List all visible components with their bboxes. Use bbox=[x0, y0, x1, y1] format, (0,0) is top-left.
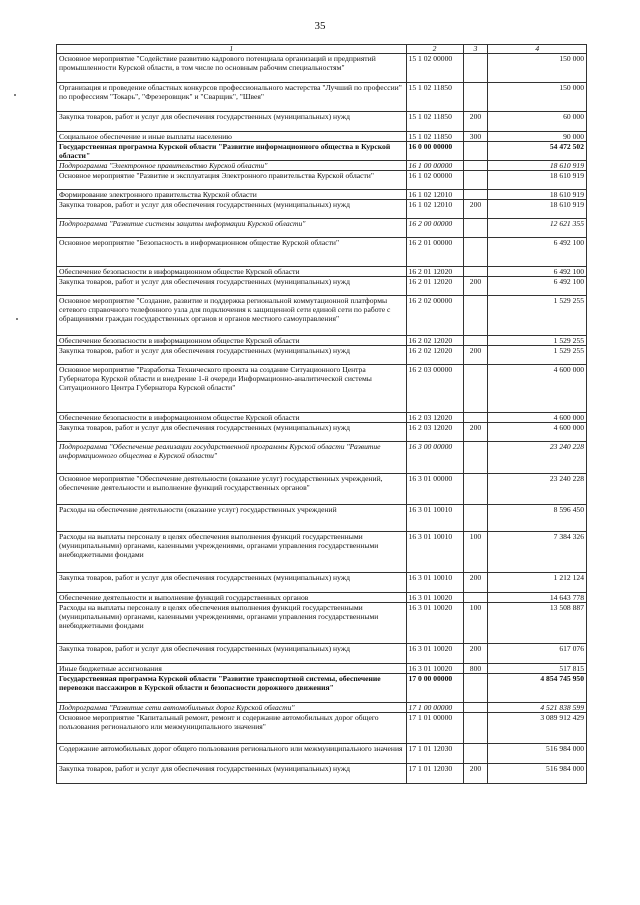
row-expense-type-cell bbox=[463, 267, 488, 277]
table-row bbox=[57, 764, 587, 784]
table-row bbox=[57, 603, 587, 644]
row-sum-cell: 4 600 000 bbox=[488, 365, 587, 413]
row-sum-cell: 90 000 bbox=[488, 132, 587, 142]
table-row bbox=[57, 267, 587, 277]
row-code-cell: 15 1 02 11850 bbox=[406, 132, 463, 142]
row-sum-cell: 54 472 502 bbox=[488, 142, 587, 161]
row-expense-type-cell bbox=[463, 83, 488, 112]
row-sum-cell: 18 610 919 bbox=[488, 161, 587, 171]
row-name-cell: Расходы на выплаты персоналу в целях обеспечения выполнения функций государственными (муниципальными) органами, казенными учреждениями, органами управления государственными внебюджетными фондами bbox=[57, 532, 407, 573]
row-expense-type-cell bbox=[463, 190, 488, 200]
row-expense-type-cell: 100 bbox=[463, 603, 488, 644]
row-name-cell: Закупка товаров, работ и услуг для обеспечения государственных (муниципальных) нужд bbox=[57, 764, 407, 784]
table-row bbox=[57, 365, 587, 413]
row-sum-cell: 1 529 255 bbox=[488, 336, 587, 346]
row-expense-type-cell: 800 bbox=[463, 664, 488, 674]
row-expense-type-cell bbox=[463, 713, 488, 744]
row-name-cell: Закупка товаров, работ и услуг для обеспечения государственных (муниципальных) нужд bbox=[57, 423, 407, 442]
row-name-cell: Формирование электронного правительства Курской области bbox=[57, 190, 407, 200]
row-code-cell: 16 3 01 10020 bbox=[406, 603, 463, 644]
row-name-cell: Основное мероприятие "Создание, развитие и поддержка региональной коммутационной платформы сетевого справочного телефонного узла для подключения к защищенной сети единой сети по работе с обращениями граждан государственных органов и органов местного самоуправления" bbox=[57, 296, 407, 336]
row-name-cell: Расходы на обеспечение деятельности (оказание услуг) государственных учреждений bbox=[57, 505, 407, 532]
row-name-cell: Иные бюджетные ассигнования bbox=[57, 664, 407, 674]
budget-table bbox=[56, 44, 587, 784]
row-code-cell: 16 1 02 00000 bbox=[406, 171, 463, 190]
page-number: 35 bbox=[314, 20, 326, 32]
row-expense-type-cell bbox=[463, 238, 488, 267]
row-expense-type-cell bbox=[463, 161, 488, 171]
table-row bbox=[57, 703, 587, 713]
table-row bbox=[57, 593, 587, 603]
row-code-cell: 16 2 01 12020 bbox=[406, 267, 463, 277]
row-sum-cell: 4 600 000 bbox=[488, 413, 587, 423]
table-row bbox=[57, 171, 587, 190]
row-code-cell: 17 1 00 00000 bbox=[406, 703, 463, 713]
row-name-cell: Основное мероприятие "Содействие развитию кадрового потенциала организаций и предприятий промышленности Курской области, в том числе по основным рабочим специальностям" bbox=[57, 54, 407, 83]
row-expense-type-cell bbox=[463, 505, 488, 532]
table-row bbox=[57, 744, 587, 764]
table-row bbox=[57, 296, 587, 336]
table-row bbox=[57, 238, 587, 267]
row-name-cell: Обеспечение безопасности в информационном обществе Курской области bbox=[57, 336, 407, 346]
row-name-cell: Обеспечение деятельности и выполнение функций государственных органов bbox=[57, 593, 407, 603]
row-sum-cell: 23 240 228 bbox=[488, 474, 587, 505]
row-code-cell: 17 1 01 12030 bbox=[406, 764, 463, 784]
row-sum-cell: 18 610 919 bbox=[488, 190, 587, 200]
header-row bbox=[57, 45, 587, 54]
row-name-cell: Закупка товаров, работ и услуг для обеспечения государственных (муниципальных) нужд bbox=[57, 112, 407, 132]
row-name-cell: Основное мероприятие "Безопасность в информационном обществе Курской области" bbox=[57, 238, 407, 267]
row-expense-type-cell: 300 bbox=[463, 132, 488, 142]
row-expense-type-cell bbox=[463, 442, 488, 474]
column-header-name: 1 bbox=[57, 45, 407, 54]
row-name-cell: Закупка товаров, работ и услуг для обеспечения государственных (муниципальных) нужд bbox=[57, 346, 407, 365]
row-sum-cell: 617 076 bbox=[488, 644, 587, 664]
column-header-sum: 4 bbox=[488, 45, 587, 54]
row-code-cell: 16 3 01 10010 bbox=[406, 505, 463, 532]
table-row bbox=[57, 142, 587, 161]
row-sum-cell: 1 529 255 bbox=[488, 296, 587, 336]
row-expense-type-cell bbox=[463, 336, 488, 346]
row-expense-type-cell: 200 bbox=[463, 573, 488, 593]
row-sum-cell: 12 621 355 bbox=[488, 219, 587, 238]
row-expense-type-cell: 200 bbox=[463, 764, 488, 784]
table-row bbox=[57, 277, 587, 296]
table-row bbox=[57, 346, 587, 365]
row-sum-cell: 4 854 745 950 bbox=[488, 674, 587, 703]
row-name-cell: Подпрограмма "Обеспечение реализации государственной программы Курской области "Развитие информационного общества в Курской области" bbox=[57, 442, 407, 474]
row-sum-cell: 1 212 124 bbox=[488, 573, 587, 593]
row-sum-cell: 6 492 100 bbox=[488, 277, 587, 296]
row-name-cell: Государственная программа Курской области "Развитие транспортной системы, обеспечение перевозки пассажиров в Курской области и безопасности дорожного движения" bbox=[57, 674, 407, 703]
row-sum-cell: 517 815 bbox=[488, 664, 587, 674]
row-name-cell: Содержание автомобильных дорог общего пользования регионального или межмуниципального значения bbox=[57, 744, 407, 764]
row-code-cell: 16 1 00 00000 bbox=[406, 161, 463, 171]
table-row bbox=[57, 161, 587, 171]
row-code-cell: 17 1 01 12030 bbox=[406, 744, 463, 764]
row-name-cell: Основное мероприятие "Капитальный ремонт, ремонт и содержание автомобильных дорог общего пользования регионального или межмуниципального значения" bbox=[57, 713, 407, 744]
scan-speck bbox=[16, 318, 18, 320]
row-expense-type-cell bbox=[463, 474, 488, 505]
table-row bbox=[57, 505, 587, 532]
table-row bbox=[57, 112, 587, 132]
scan-speck bbox=[14, 94, 16, 96]
column-header-code: 2 bbox=[406, 45, 463, 54]
row-expense-type-cell bbox=[463, 171, 488, 190]
row-code-cell: 16 3 01 10020 bbox=[406, 644, 463, 664]
row-sum-cell: 7 384 326 bbox=[488, 532, 587, 573]
row-sum-cell: 1 529 255 bbox=[488, 346, 587, 365]
row-expense-type-cell bbox=[463, 142, 488, 161]
table-row bbox=[57, 713, 587, 744]
row-sum-cell: 13 508 887 bbox=[488, 603, 587, 644]
row-name-cell: Основное мероприятие "Развитие и эксплуатация Электронного правительства Курской области" bbox=[57, 171, 407, 190]
row-expense-type-cell: 200 bbox=[463, 423, 488, 442]
row-expense-type-cell bbox=[463, 703, 488, 713]
table-row bbox=[57, 474, 587, 505]
row-code-cell: 16 3 01 10010 bbox=[406, 532, 463, 573]
row-code-cell: 16 2 01 00000 bbox=[406, 238, 463, 267]
table-row bbox=[57, 442, 587, 474]
row-code-cell: 16 2 03 12020 bbox=[406, 423, 463, 442]
row-code-cell: 16 2 00 00000 bbox=[406, 219, 463, 238]
row-code-cell: 16 1 02 12010 bbox=[406, 200, 463, 219]
row-expense-type-cell bbox=[463, 674, 488, 703]
row-name-cell: Социальное обеспечение и иные выплаты населению bbox=[57, 132, 407, 142]
row-sum-cell: 4 521 838 599 bbox=[488, 703, 587, 713]
row-sum-cell: 8 596 450 bbox=[488, 505, 587, 532]
row-sum-cell: 150 000 bbox=[488, 54, 587, 83]
row-sum-cell: 516 984 000 bbox=[488, 744, 587, 764]
row-name-cell: Обеспечение безопасности в информационном обществе Курской области bbox=[57, 267, 407, 277]
row-sum-cell: 6 492 100 bbox=[488, 267, 587, 277]
table-row bbox=[57, 573, 587, 593]
table-row bbox=[57, 200, 587, 219]
row-code-cell: 16 3 01 10020 bbox=[406, 664, 463, 674]
table-row bbox=[57, 413, 587, 423]
row-expense-type-cell bbox=[463, 593, 488, 603]
column-header-expense-type: 3 bbox=[463, 45, 488, 54]
table-row bbox=[57, 423, 587, 442]
table-row bbox=[57, 532, 587, 573]
row-code-cell: 17 1 01 00000 bbox=[406, 713, 463, 744]
row-name-cell: Подпрограмма "Развитие сети автомобильных дорог Курской области" bbox=[57, 703, 407, 713]
row-code-cell: 16 2 02 12020 bbox=[406, 346, 463, 365]
row-sum-cell: 60 000 bbox=[488, 112, 587, 132]
row-expense-type-cell bbox=[463, 365, 488, 413]
row-name-cell: Расходы на выплаты персоналу в целях обеспечения выполнения функций государственными (муниципальными) органами, казенными учреждениями, органами управления государственными внебюджетными фондами bbox=[57, 603, 407, 644]
table-row bbox=[57, 83, 587, 112]
row-code-cell: 15 1 02 11850 bbox=[406, 83, 463, 112]
table-row bbox=[57, 219, 587, 238]
row-expense-type-cell bbox=[463, 413, 488, 423]
row-expense-type-cell bbox=[463, 744, 488, 764]
row-code-cell: 16 2 02 12020 bbox=[406, 336, 463, 346]
row-name-cell: Организация и проведение областных конкурсов профессионального мастерства "Лучший по профессии" по профессиям "Токарь", "Фрезеровщик" и "Сварщик", "Швея" bbox=[57, 83, 407, 112]
row-code-cell: 16 2 02 00000 bbox=[406, 296, 463, 336]
row-code-cell: 16 2 01 12020 bbox=[406, 277, 463, 296]
row-code-cell: 16 0 00 00000 bbox=[406, 142, 463, 161]
row-code-cell: 16 2 03 12020 bbox=[406, 413, 463, 423]
table-row bbox=[57, 674, 587, 703]
row-name-cell: Закупка товаров, работ и услуг для обеспечения государственных (муниципальных) нужд bbox=[57, 277, 407, 296]
row-code-cell: 16 3 01 10020 bbox=[406, 593, 463, 603]
row-name-cell: Закупка товаров, работ и услуг для обеспечения государственных (муниципальных) нужд bbox=[57, 200, 407, 219]
row-sum-cell: 3 089 912 429 bbox=[488, 713, 587, 744]
row-code-cell: 16 3 01 00000 bbox=[406, 474, 463, 505]
row-code-cell: 16 3 01 10010 bbox=[406, 573, 463, 593]
row-name-cell: Государственная программа Курской области "Развитие информационного общества в Курской области" bbox=[57, 142, 407, 161]
row-sum-cell: 18 610 919 bbox=[488, 200, 587, 219]
table-row bbox=[57, 336, 587, 346]
row-code-cell: 17 0 00 00000 bbox=[406, 674, 463, 703]
row-code-cell: 15 1 02 00000 bbox=[406, 54, 463, 83]
row-expense-type-cell bbox=[463, 296, 488, 336]
row-sum-cell: 6 492 100 bbox=[488, 238, 587, 267]
row-name-cell: Обеспечение безопасности в информационном обществе Курской области bbox=[57, 413, 407, 423]
row-expense-type-cell: 200 bbox=[463, 644, 488, 664]
row-name-cell: Подпрограмма "Электронное правительство Курской области" bbox=[57, 161, 407, 171]
table-row bbox=[57, 132, 587, 142]
row-expense-type-cell: 200 bbox=[463, 112, 488, 132]
table-row bbox=[57, 664, 587, 674]
row-sum-cell: 4 600 000 bbox=[488, 423, 587, 442]
table-row bbox=[57, 644, 587, 664]
row-expense-type-cell bbox=[463, 219, 488, 238]
row-sum-cell: 516 984 000 bbox=[488, 764, 587, 784]
row-code-cell: 15 1 02 11850 bbox=[406, 112, 463, 132]
row-name-cell: Закупка товаров, работ и услуг для обеспечения государственных (муниципальных) нужд bbox=[57, 644, 407, 664]
table-row bbox=[57, 190, 587, 200]
row-expense-type-cell: 200 bbox=[463, 200, 488, 219]
row-expense-type-cell: 200 bbox=[463, 277, 488, 296]
row-expense-type-cell: 100 bbox=[463, 532, 488, 573]
row-name-cell: Закупка товаров, работ и услуг для обеспечения государственных (муниципальных) нужд bbox=[57, 573, 407, 593]
row-code-cell: 16 2 03 00000 bbox=[406, 365, 463, 413]
row-name-cell: Основное мероприятие "Обеспечение деятельности (оказание услуг) государственных учреждений, обеспечение деятельности и выполнение функций государственных органов" bbox=[57, 474, 407, 505]
row-sum-cell: 18 610 919 bbox=[488, 171, 587, 190]
row-expense-type-cell bbox=[463, 54, 488, 83]
row-name-cell: Подпрограмма "Развитие системы защиты информации Курской области" bbox=[57, 219, 407, 238]
row-code-cell: 16 1 02 12010 bbox=[406, 190, 463, 200]
row-code-cell: 16 3 00 00000 bbox=[406, 442, 463, 474]
row-name-cell: Основное мероприятие "Разработка Технического проекта на создание Ситуационного Центра Губернатора Курской области и внедрение 1-й очереди Информационно-аналитической системы Ситуационного Центра Губернатора Курской области" bbox=[57, 365, 407, 413]
row-sum-cell: 14 643 778 bbox=[488, 593, 587, 603]
table-row bbox=[57, 54, 587, 83]
row-sum-cell: 23 240 228 bbox=[488, 442, 587, 474]
row-expense-type-cell: 200 bbox=[463, 346, 488, 365]
row-sum-cell: 150 000 bbox=[488, 83, 587, 112]
